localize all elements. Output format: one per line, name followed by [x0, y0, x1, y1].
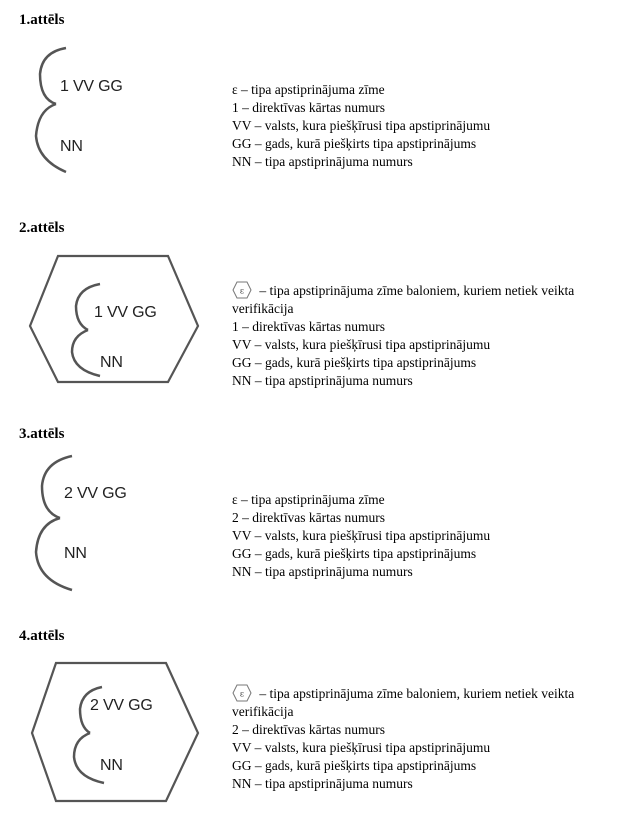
mark-line-2: NN [100, 757, 123, 774]
mark-line-2: NN [100, 354, 123, 371]
mark-line-2: NN [64, 545, 87, 562]
legend-line: VV – valsts, kura piešķīrusi tipa apstiprinājumu [232, 528, 491, 543]
legend-line: NN – tipa apstiprinājuma numurs [232, 564, 413, 579]
mark-line-1: 1 VV GG [94, 304, 157, 321]
figure-3-heading: 3.attēls [19, 426, 65, 442]
mark-line-1: 2 VV GG [90, 697, 153, 714]
figure-3-legend [232, 491, 490, 581]
hexagon-epsilon-icon [232, 684, 252, 702]
legend-line: 2 – direktīvas kārtas numurs [232, 510, 385, 525]
figure-4-heading: 4.attēls [19, 628, 65, 644]
mark-line-1: 1 VV GG [60, 78, 123, 95]
mark-line-2: NN [60, 138, 83, 155]
legend-line: GG – gads, kurā piešķirts tipa apstiprinājums [232, 758, 477, 773]
legend-first-line [232, 281, 602, 318]
legend-line: 1 – direktīvas kārtas numurs [232, 100, 385, 115]
hexagon-mark-graphic [30, 661, 202, 811]
hexagon-epsilon-icon-letter: ε [239, 689, 245, 699]
legend-line: NN – tipa apstiprinājuma numurs [232, 373, 413, 388]
figure-1-legend [232, 81, 490, 171]
legend-line: ε – tipa apstiprinājuma zīme [232, 492, 385, 507]
figure-3-mark [30, 452, 170, 602]
figure-1-heading: 1.attēls [19, 12, 65, 28]
legend-line: NN – tipa apstiprinājuma numurs [232, 154, 413, 169]
figure-4-mark [30, 661, 202, 811]
legend-line: GG – gads, kurā piešķirts tipa apstiprinājums [232, 355, 477, 370]
epsilon-lower-arc [72, 330, 100, 376]
hexagon-outline [32, 663, 198, 801]
legend-line: 2 – direktīvas kārtas numurs [232, 722, 385, 737]
figure-2-legend [232, 281, 602, 390]
hexagon-mark-graphic [28, 254, 200, 410]
hexagon-epsilon-icon-letter: ε [239, 286, 245, 296]
legend-line: GG – gads, kurā piešķirts tipa apstiprinājums [232, 136, 477, 151]
figure-2-heading: 2.attēls [19, 220, 65, 236]
legend-line: VV – valsts, kura piešķīrusi tipa apstiprinājumu [232, 337, 491, 352]
figure-1-mark [30, 44, 160, 184]
mark-line-1: 2 VV GG [64, 485, 127, 502]
epsilon-mark-graphic [30, 44, 160, 184]
legend-first-text: – tipa apstiprinājuma zīme baloniem, kuriem netiek veikta verifikācija [232, 686, 575, 719]
legend-line: VV – valsts, kura piešķīrusi tipa apstiprinājumu [232, 118, 491, 133]
hexagon-epsilon-icon [232, 281, 252, 299]
legend-line: VV – valsts, kura piešķīrusi tipa apstiprinājumu [232, 740, 491, 755]
legend-line: 1 – direktīvas kārtas numurs [232, 319, 385, 334]
legend-line: GG – gads, kurā piešķirts tipa apstiprinājums [232, 546, 477, 561]
legend-first-line [232, 684, 602, 721]
figure-4-legend [232, 684, 602, 793]
legend-first-text: – tipa apstiprinājuma zīme baloniem, kuriem netiek veikta verifikācija [232, 283, 575, 316]
legend-line: NN – tipa apstiprinājuma numurs [232, 776, 413, 791]
figure-2-mark [28, 254, 200, 410]
legend-line: ε – tipa apstiprinājuma zīme [232, 82, 385, 97]
epsilon-mark-graphic [30, 452, 170, 602]
